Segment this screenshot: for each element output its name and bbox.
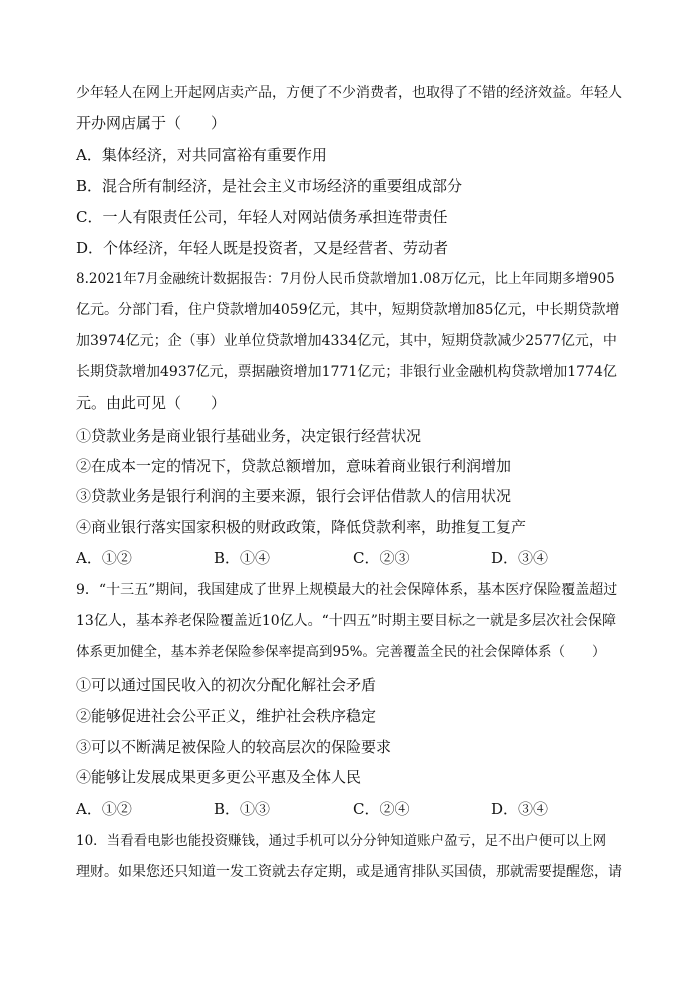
q7-stem-line-1: 少年轻人在网上开起网店卖产品，方便了不少消费者，也取得了不错的经济效益。年轻人 (76, 85, 622, 101)
q9-stem-line-3: 体系更加健全，基本养老保险参保率提高到95%。完善覆盖全民的社会保障体系（ ） (76, 644, 606, 660)
q9-stem-line-1: 9．“十三五”期间，我国建成了世界上规模最大的社会保障体系，基本医疗保险覆盖超过 (76, 582, 618, 598)
q8-statement-3: ③贷款业务是银行利润的主要来源，银行会评估借款人的信用状况 (76, 487, 512, 505)
q8-stem-line-4: 长期贷款增加4937亿元，票据融资增加1771亿元；非银行业金融机构贷款增加1774亿 (76, 364, 617, 380)
q8-statement-2: ②在成本一定的情况下，贷款总额增加，意味着商业银行利润增加 (76, 457, 512, 475)
q8-choice-c: C．②③ (353, 549, 410, 567)
q9-choice-d: D．③④ (491, 800, 549, 818)
q8-choice-b: B．①④ (214, 549, 271, 567)
q9-statement-1: ①可以通过国民收入的初次分配化解社会矛盾 (76, 676, 377, 694)
q8-stem-line-3: 加3974亿元；企（事）业单位贷款增加4334亿元，其中，短期贷款减少2577亿元，中 (76, 333, 617, 349)
q8-stem-line-1: 8.2021年7月金融统计数据报告：7月份人民币贷款增加1.08万亿元，比上年同期多增905 (76, 271, 615, 287)
q8-statement-1: ①贷款业务是商业银行基础业务，决定银行经营状况 (76, 427, 422, 445)
q9-stem-line-2: 13亿人，基本养老保险覆盖近10亿人。“十四五”时期主要目标之一就是多层次社会保障 (76, 613, 616, 629)
q8-choice-a: A．①② (76, 549, 132, 567)
q8-choice-d: D．③④ (491, 549, 549, 567)
q9-choice-c: C．②④ (353, 800, 410, 818)
q8-statement-4: ④商业银行落实国家积极的财政政策，降低贷款利率，助推复工复产 (76, 518, 527, 536)
q7-option-a: A．集体经济，对共同富裕有重要作用 (76, 146, 327, 164)
q9-choice-a: A．①② (76, 800, 132, 818)
q8-stem-line-2: 亿元。分部门看，住户贷款增加4059亿元，其中，短期贷款增加85亿元，中长期贷款增 (76, 302, 620, 318)
q7-stem-line-2: 开办网店属于（ ） (76, 114, 227, 132)
q9-statement-4: ④能够让发展成果更多更公平惠及全体人民 (76, 768, 362, 786)
q8-stem-line-5: 元。由此可见（ ） (76, 394, 227, 412)
q7-option-b: B．混合所有制经济，是社会主义市场经济的重要组成部分 (76, 177, 463, 195)
q7-option-c: C．一人有限责任公司，年轻人对网站债务承担连带责任 (76, 208, 448, 226)
q7-option-d: D．个体经济，年轻人既是投资者，又是经营者、劳动者 (76, 239, 449, 257)
q9-statement-2: ②能够促进社会公平正义，维护社会秩序稳定 (76, 707, 377, 725)
q10-stem-line-1: 10．当看看电影也能投资赚钱，通过手机可以分分钟知道账户盈亏，足不出户便可以上网 (76, 833, 607, 849)
q9-statement-3: ③可以不断满足被保险人的较高层次的保险要求 (76, 738, 392, 756)
q9-choice-b: B．①③ (214, 800, 271, 818)
q10-stem-line-2: 理财。如果您还只知道一发工资就去存定期，或是通宵排队买国债，那就需要提醒您，请 (76, 864, 622, 880)
